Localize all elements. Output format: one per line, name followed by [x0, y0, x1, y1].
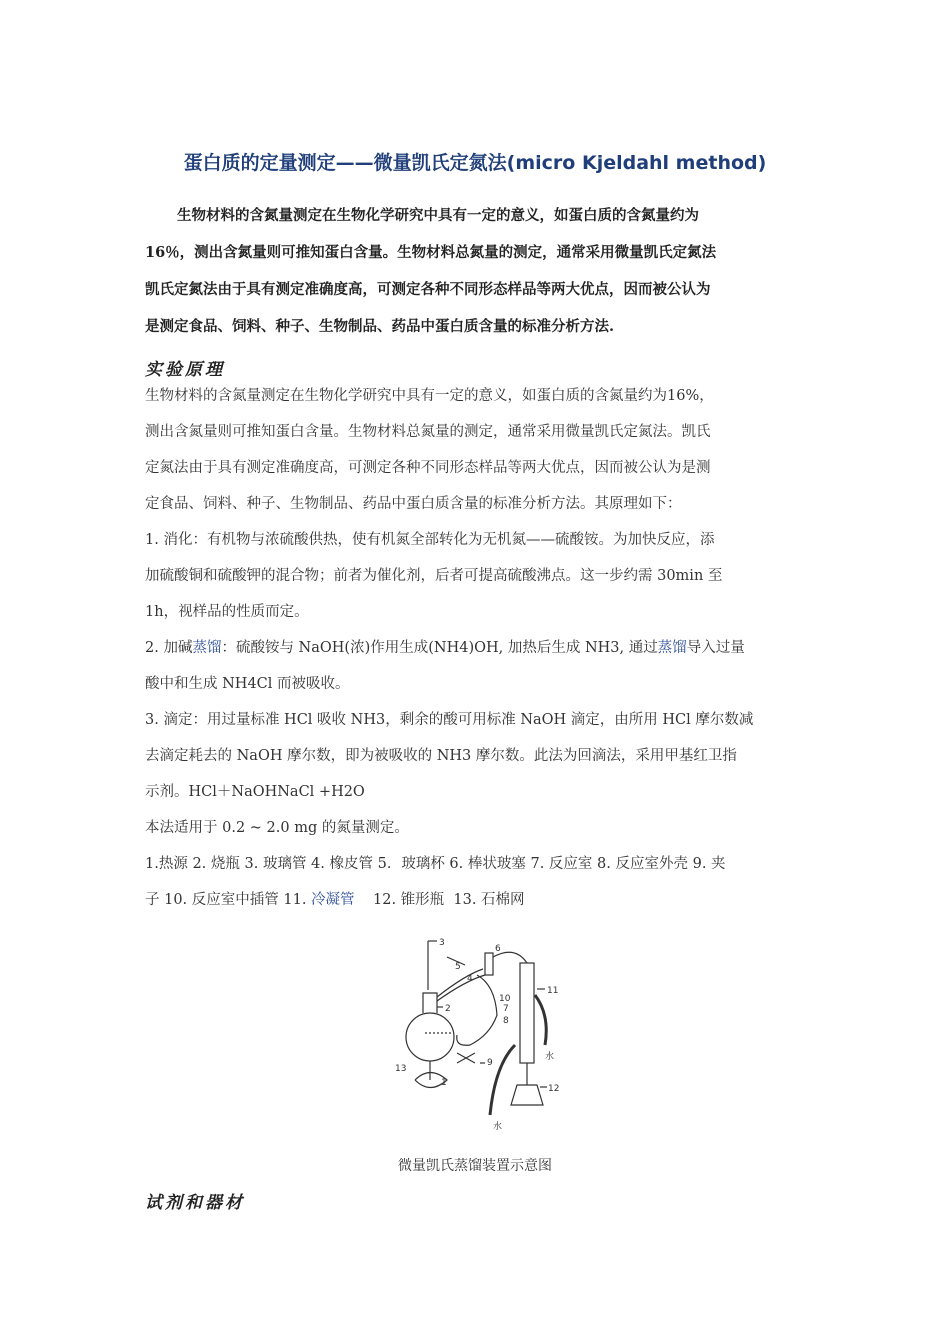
section-heading-principle: 实验原理 — [145, 360, 225, 380]
text-span: ：硫酸铵与 NaOH(浓)作用生成(NH4)OH, 加热后生成 NH3, 通过 — [221, 640, 658, 656]
figure-label: 1 — [441, 1078, 447, 1088]
section-heading-reagents: 试剂和器材 — [145, 1193, 245, 1213]
kjeldahl-apparatus-diagram — [385, 935, 565, 1135]
figure-label: 12 — [548, 1084, 560, 1094]
link-condenser[interactable]: 冷凝管 — [311, 892, 355, 908]
text-line: 定食品、饲料、种子、生物制品、药品中蛋白质含量的标准分析方法。其原理如下： — [145, 496, 682, 512]
text-span: 导入过量 — [686, 640, 745, 656]
intro-line: 是测定食品、饲料、种子、生物制品、药品中蛋白质含量的标准分析方法. — [145, 318, 615, 335]
text-line: 加硫酸铜和硫酸钾的混合物；前者为催化剂，后者可提高硫酸沸点。这一步约需 30min 至 — [145, 568, 723, 584]
text-line: 定氮法由于具有测定准确度高，可测定各种不同形态样品等两大优点，因而被公认为是测 — [145, 460, 711, 476]
figure-label: 9 — [487, 1058, 493, 1068]
text-line: 1.热源 2. 烧瓶 3. 玻璃管 4. 橡皮管 5．玻璃杯 6. 棒状玻塞 7. 反应室 8. 反应室外壳 9. 夹 — [145, 856, 726, 872]
intro-line: 16％，测出含氮量则可推知蛋白含量。生物材料总氮量的测定，通常采用微量凯氏定氮法 — [145, 244, 717, 261]
figure-label: 3 — [439, 938, 445, 948]
principle-text — [145, 378, 805, 918]
figure-label: 7 — [503, 1004, 509, 1014]
text-line: 生物材料的含氮量测定在生物化学研究中具有一定的意义，如蛋白质的含氮量约为16%， — [145, 388, 714, 404]
parts-line — [145, 882, 805, 918]
page-title: 蛋白质的定量测定——微量凯氏定氮法(micro Kjeldahl method) — [183, 152, 767, 174]
figure-label: 8 — [503, 1016, 509, 1026]
intro-line: 生物材料的含氮量测定在生物化学研究中具有一定的意义，如蛋白质的含氮量约为 — [177, 207, 699, 224]
text-line: 本法适用于 0.2 ~ 2.0 mg 的氮量测定。 — [145, 820, 409, 836]
text-line: 去滴定耗去的 NaOH 摩尔数，即为被吸收的 NH3 摩尔数。此法为回滴法，采用甲基红卫指 — [145, 748, 737, 764]
text-line: 3. 滴定：用过量标准 HCl 吸收 NH3，剩余的酸可用标准 NaOH 滴定，由所用 HCl 摩尔数减 — [145, 712, 754, 728]
figure-label: 水 — [493, 1122, 503, 1132]
figure-label: 13 — [395, 1064, 407, 1074]
text-line: 1h，视样品的性质而定。 — [145, 604, 309, 620]
figure-label: 6 — [495, 944, 501, 954]
figure-label: 10 — [499, 994, 511, 1004]
figure-label: 11 — [547, 986, 559, 996]
text-line: 1. 消化：有机物与浓硫酸供热，使有机氮全部转化为无机氮——硫酸铵。为加快反应，添 — [145, 532, 715, 548]
intro-paragraph — [145, 197, 805, 345]
text-line: 酸中和生成 NH4Cl 而被吸收。 — [145, 676, 350, 692]
figure-caption: 微量凯氏蒸馏装置示意图 — [398, 1158, 552, 1174]
text-line: 测出含氮量则可推知蛋白含量。生物材料总氮量的测定，通常采用微量凯氏定氮法。凯氏 — [145, 424, 711, 440]
intro-line: 凯氏定氮法由于具有测定准确度高，可测定各种不同形态样品等两大优点，因而被公认为 — [145, 281, 711, 298]
text-line: 示剂。HCl＋NaOHNaCl +H2O — [145, 784, 365, 800]
text-span: 2. 加碱 — [145, 640, 193, 656]
link-distillation[interactable]: 蒸馏 — [192, 640, 222, 656]
step2-line — [145, 630, 805, 666]
figure-label: 2 — [445, 1004, 451, 1014]
text-span: 子 10. 反应室中插管 11. — [145, 892, 312, 908]
figure-label: 水 — [545, 1052, 555, 1062]
figure-label: 5 — [455, 962, 461, 972]
figure-label: 4 — [467, 974, 473, 984]
link-distillation[interactable]: 蒸馏 — [657, 640, 687, 656]
text-span: 12. 锥形瓶 13. 石棉网 — [354, 892, 525, 908]
